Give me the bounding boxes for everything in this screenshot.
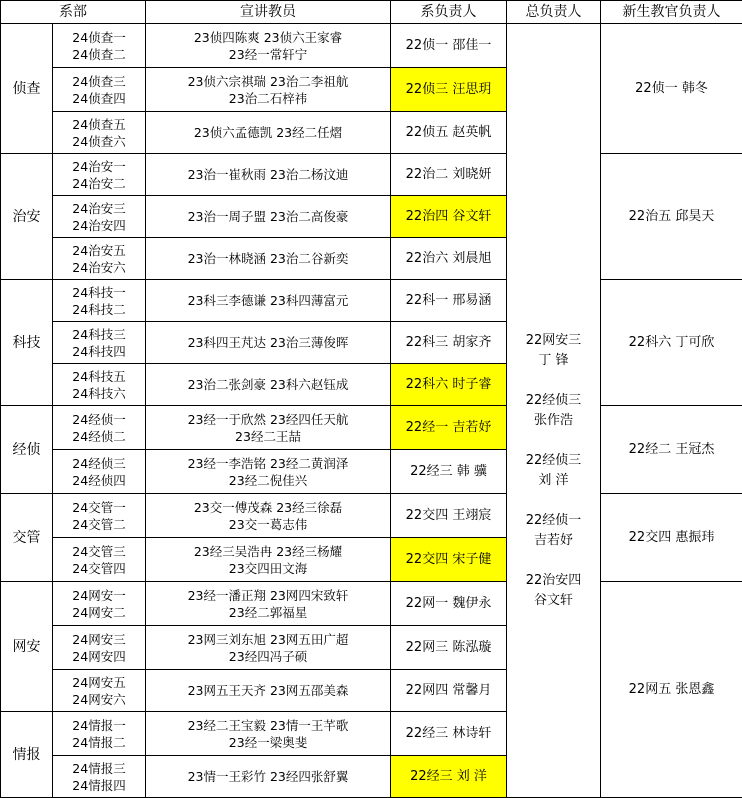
instructor-head-cell: 22交四 惠振玮 xyxy=(601,494,742,582)
class-name: 24侦查四 xyxy=(53,90,145,107)
lecturer-cell xyxy=(146,68,391,112)
dept-head-cell: 22交四 宋子健 xyxy=(391,538,507,582)
dept-head-cell: 22交四 王翊宸 xyxy=(391,494,507,538)
header-instructor-head: 新生教官负责人 xyxy=(601,1,742,24)
overall-head-line: 22经侦三 xyxy=(507,391,600,411)
instructor-head-cell: 22侦一 韩冬 xyxy=(601,24,742,154)
lecturer-names: 23经二郭福星 xyxy=(146,604,390,621)
class-cell xyxy=(53,406,146,450)
lecturer-cell xyxy=(146,364,391,406)
instructor-head-cell: 22治五 邱昊天 xyxy=(601,154,742,280)
class-name: 24科技四 xyxy=(53,343,145,360)
class-name: 24科技五 xyxy=(53,368,145,385)
header-lecturers: 宣讲教员 xyxy=(146,1,391,24)
class-name: 24经侦四 xyxy=(53,472,145,489)
lecturer-names: 23经一梁奥斐 xyxy=(146,734,390,751)
lecturer-names: 23经二王宝毅 23情一王芊歌 xyxy=(146,717,390,734)
lecturer-cell xyxy=(146,154,391,196)
class-cell xyxy=(53,538,146,582)
lecturer-names: 23治一周子盟 23治二高俊豪 xyxy=(146,208,390,225)
class-name: 24交管一 xyxy=(53,499,145,516)
overall-head-line: 吉若妤 xyxy=(507,531,600,551)
class-name: 24交管三 xyxy=(53,543,145,560)
lecturer-names: 23情一王彩竹 23经四张舒翼 xyxy=(146,768,390,785)
dept-head-cell: 22经三 韩 骥 xyxy=(391,450,507,494)
lecturer-names: 23科四王芃达 23治三薄俊晖 xyxy=(146,334,390,351)
lecturer-cell xyxy=(146,406,391,450)
class-cell xyxy=(53,154,146,196)
class-name: 24情报四 xyxy=(53,777,145,794)
overall-head-cell xyxy=(507,24,601,798)
lecturer-names: 23经三吴浩冉 23经三杨耀 xyxy=(146,543,390,560)
overall-head-line xyxy=(507,371,600,391)
lecturer-names: 23经一李浩铭 23经二黄润泽 xyxy=(146,455,390,472)
department-name: 治安 xyxy=(1,154,53,280)
dept-head-cell: 22治四 谷文轩 xyxy=(391,196,507,238)
lecturer-names: 23经一于欣然 23经四任天航 xyxy=(146,411,390,428)
class-name: 24网安五 xyxy=(53,674,145,691)
dept-head-cell: 22经三 林诗轩 xyxy=(391,712,507,756)
lecturer-names: 23交一傅茂森 23经三徐磊 xyxy=(146,499,390,516)
table-row xyxy=(1,406,742,450)
class-name: 24侦查三 xyxy=(53,73,145,90)
class-name: 24侦查五 xyxy=(53,116,145,133)
header-row xyxy=(1,1,742,24)
header-department: 系部 xyxy=(1,1,146,24)
class-name: 24治安三 xyxy=(53,200,145,217)
class-name: 24网安六 xyxy=(53,691,145,708)
class-name: 24科技二 xyxy=(53,301,145,318)
department-name: 侦查 xyxy=(1,24,53,154)
dept-head-cell: 22侦五 赵英帆 xyxy=(391,112,507,154)
dept-head-cell: 22经一 吉若妤 xyxy=(391,406,507,450)
department-name: 经侦 xyxy=(1,406,53,494)
lecturer-names: 23经四冯子硕 xyxy=(146,648,390,665)
table-row xyxy=(1,494,742,538)
dept-head-cell: 22网三 陈泓璇 xyxy=(391,626,507,670)
instructor-head-cell: 22网五 张恩鑫 xyxy=(601,582,742,798)
class-name: 24情报一 xyxy=(53,717,145,734)
table-row xyxy=(1,24,742,68)
lecturer-names: 23治一林晓涵 23治二谷新奕 xyxy=(146,250,390,267)
overall-head-line xyxy=(507,431,600,451)
dept-head-cell: 22侦三 汪思玥 xyxy=(391,68,507,112)
class-name: 24治安二 xyxy=(53,175,145,192)
lecturer-names: 23侦六宗祺瑞 23治二李祖航 xyxy=(146,73,390,90)
table-row xyxy=(1,154,742,196)
class-cell xyxy=(53,756,146,798)
class-name: 24情报三 xyxy=(53,760,145,777)
lecturer-names: 23经一常轩宁 xyxy=(146,46,390,63)
department-name: 情报 xyxy=(1,712,53,798)
class-cell xyxy=(53,494,146,538)
lecturer-cell xyxy=(146,582,391,626)
class-cell xyxy=(53,196,146,238)
class-name: 24治安六 xyxy=(53,259,145,276)
lecturer-cell xyxy=(146,24,391,68)
class-cell xyxy=(53,582,146,626)
class-name: 24网安四 xyxy=(53,648,145,665)
class-name: 24科技六 xyxy=(53,385,145,402)
class-name: 24经侦三 xyxy=(53,455,145,472)
lecturer-cell xyxy=(146,322,391,364)
overall-head-line: 刘 洋 xyxy=(507,471,600,491)
class-name: 24侦查一 xyxy=(53,29,145,46)
overall-head-line xyxy=(507,551,600,571)
lecturer-cell xyxy=(146,196,391,238)
lecturer-names: 23交四田文海 xyxy=(146,560,390,577)
lecturer-names: 23经二倪佳兴 xyxy=(146,472,390,489)
class-cell xyxy=(53,24,146,68)
instructor-head-cell: 22科六 丁可欣 xyxy=(601,280,742,406)
lecturer-cell xyxy=(146,450,391,494)
overall-head-line xyxy=(507,491,600,511)
lecturer-cell xyxy=(146,280,391,322)
class-name: 24治安四 xyxy=(53,217,145,234)
class-cell xyxy=(53,670,146,712)
lecturer-cell xyxy=(146,626,391,670)
class-name: 24治安五 xyxy=(53,242,145,259)
lecturer-names: 23治一崔秋雨 23治二杨汶迪 xyxy=(146,166,390,183)
lecturer-names: 23侦四陈爽 23侦六王家睿 xyxy=(146,29,390,46)
class-name: 24科技一 xyxy=(53,284,145,301)
lecturer-names: 23经二王喆 xyxy=(146,428,390,445)
header-overall-head: 总负责人 xyxy=(507,1,601,24)
lecturer-cell xyxy=(146,538,391,582)
overall-head-line: 22经侦一 xyxy=(507,511,600,531)
lecturer-names: 23网三刘东旭 23网五田广超 xyxy=(146,631,390,648)
department-name: 交管 xyxy=(1,494,53,582)
class-name: 24侦查二 xyxy=(53,46,145,63)
dept-head-cell: 22科一 邢易涵 xyxy=(391,280,507,322)
dept-head-cell: 22经三 刘 洋 xyxy=(391,756,507,798)
class-cell xyxy=(53,280,146,322)
class-name: 24网安一 xyxy=(53,587,145,604)
dept-head-cell: 22网一 魏伊永 xyxy=(391,582,507,626)
dept-head-cell: 22科三 胡家齐 xyxy=(391,322,507,364)
class-cell xyxy=(53,68,146,112)
class-cell xyxy=(53,112,146,154)
department-name: 网安 xyxy=(1,582,53,712)
class-cell xyxy=(53,712,146,756)
class-name: 24经侦一 xyxy=(53,411,145,428)
table-row xyxy=(1,582,742,626)
lecturer-cell xyxy=(146,670,391,712)
dept-head-cell: 22网四 常馨月 xyxy=(391,670,507,712)
class-name: 24网安二 xyxy=(53,604,145,621)
lecturer-names: 23科三李德谦 23科四薄富元 xyxy=(146,292,390,309)
instructor-head-cell: 22经二 王冠杰 xyxy=(601,406,742,494)
dept-head-cell: 22侦一 邵佳一 xyxy=(391,24,507,68)
lecturer-names: 23网五王天齐 23网五邵美森 xyxy=(146,682,390,699)
lecturer-cell xyxy=(146,112,391,154)
class-name: 24科技三 xyxy=(53,326,145,343)
overall-head-line: 丁 锋 xyxy=(507,351,600,371)
class-cell xyxy=(53,450,146,494)
class-cell xyxy=(53,238,146,280)
class-name: 24交管四 xyxy=(53,560,145,577)
dept-head-cell: 22治二 刘晓妍 xyxy=(391,154,507,196)
lecturer-names: 23治二张剑豪 23科六赵钰成 xyxy=(146,376,390,393)
lecturer-names: 23侦六孟德凯 23经二任熠 xyxy=(146,124,390,141)
class-name: 24经侦二 xyxy=(53,428,145,445)
lecturer-names: 23治二石梓祎 xyxy=(146,90,390,107)
dept-head-cell: 22治六 刘晨旭 xyxy=(391,238,507,280)
class-name: 24治安一 xyxy=(53,158,145,175)
overall-head-line: 22治安四 xyxy=(507,571,600,591)
class-name: 24网安三 xyxy=(53,631,145,648)
department-name: 科技 xyxy=(1,280,53,406)
lecturer-cell xyxy=(146,494,391,538)
overall-head-line: 谷文轩 xyxy=(507,591,600,611)
lecturer-names: 23经一潘正翔 23网四宋致轩 xyxy=(146,587,390,604)
header-dept-head: 系负责人 xyxy=(391,1,507,24)
overall-head-line: 张作浩 xyxy=(507,411,600,431)
lecturer-cell xyxy=(146,238,391,280)
overall-head-line: 22经侦三 xyxy=(507,451,600,471)
overall-head-line: 22网安三 xyxy=(507,331,600,351)
class-cell xyxy=(53,364,146,406)
class-cell xyxy=(53,322,146,364)
lecturer-cell xyxy=(146,712,391,756)
class-name: 24侦查六 xyxy=(53,133,145,150)
lecturer-names: 23交一葛志伟 xyxy=(146,516,390,533)
table-row xyxy=(1,280,742,322)
lecturer-cell xyxy=(146,756,391,798)
class-name: 24情报二 xyxy=(53,734,145,751)
class-cell xyxy=(53,626,146,670)
dept-head-cell: 22科六 时子睿 xyxy=(391,364,507,406)
class-name: 24交管二 xyxy=(53,516,145,533)
